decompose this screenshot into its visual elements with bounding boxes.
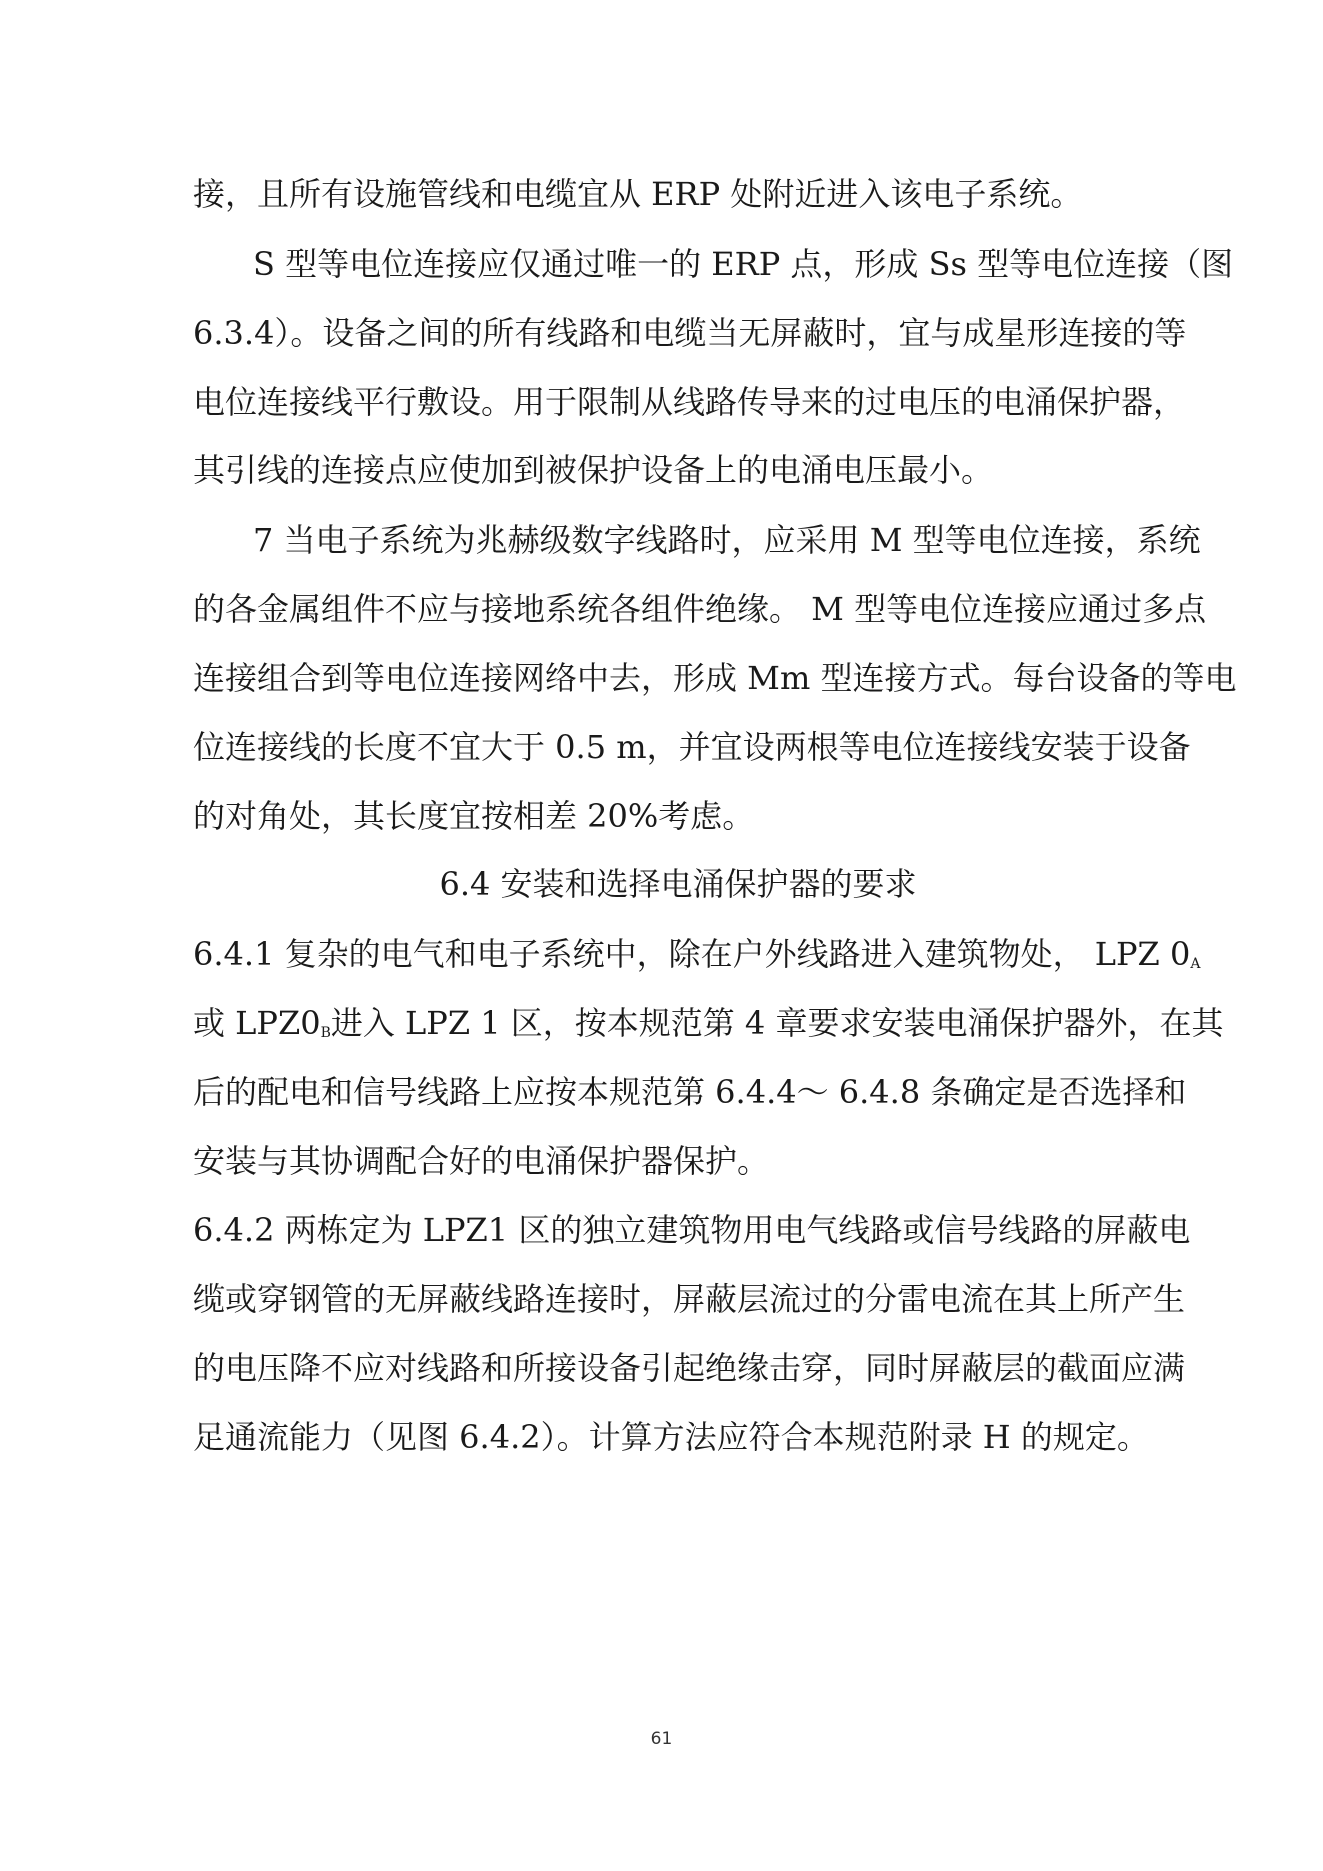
text-line: 的电压降不应对线路和所接设备引起绝缘击穿，同时屏蔽层的截面应满 [193,1349,1186,1387]
text-line: 6.3.4）。设备之间的所有线路和电缆当无屏蔽时，宜与成星形连接的等 [193,314,1187,352]
text-line [193,1001,1224,1055]
page-number: 61 [650,1729,673,1749]
text-span: 进入 LPZ 1 区，按本规范第 4 章要求安装电涌保护器外，在其 [330,1004,1224,1042]
text-line: 足通流能力（见图 6.4.2）。计算方法应符合本规范附录 H 的规定。 [193,1418,1149,1456]
text-line: 的对角处，其长度宜按相差 20%考虑。 [193,797,755,835]
text-line: 其引线的连接点应使加到被保护设备上的电涌电压最小。 [193,451,994,489]
subscript: B [320,1025,331,1041]
section-heading: 6.4 安装和选择电涌保护器的要求 [439,865,917,903]
clause-6-4-1-line [193,932,1201,986]
subscript: A [1190,956,1201,972]
text-line: 接，且所有设施管线和电缆宜从 ERP 处附近进入该电子系统。 [193,175,1083,213]
text-line: 电位连接线平行敷设。用于限制从线路传导来的过电压的电涌保护器， [193,383,1186,421]
text-line: 7 当电子系统为兆赫级数字线路时，应采用 M 型等电位连接，系统 [253,521,1201,559]
text-span: 或 LPZ0 [193,1004,321,1042]
text-line: 后的配电和信号线路上应按本规范第 6.4.4～ 6.4.8 条确定是否选择和 [193,1073,1187,1111]
text-line: 缆或穿钢管的无屏蔽线路连接时，屏蔽层流过的分雷电流在其上所产生 [193,1280,1186,1318]
clause-6-4-2-line: 6.4.2 两栋定为 LPZ1 区的独立建筑物用电气线路或信号线路的屏蔽电 [193,1211,1191,1249]
text-line: 安装与其协调配合好的电涌保护器保护。 [193,1142,770,1180]
text-span: 6.4.1 复杂的电气和电子系统中，除在户外线路进入建筑物处， LPZ 0 [193,935,1191,973]
text-line: 位连接线的长度不宜大于 0.5 m，并宜设两根等电位连接线安装于设备 [193,728,1191,766]
text-line: 的各金属组件不应与接地系统各组件绝缘。 M 型等电位连接应通过多点 [193,590,1207,628]
text-line: 连接组合到等电位连接网络中去，形成 Mm 型连接方式。每台设备的等电 [193,659,1237,697]
text-line: S 型等电位连接应仅通过唯一的 ERP 点，形成 Ss 型等电位连接（图 [253,245,1234,283]
